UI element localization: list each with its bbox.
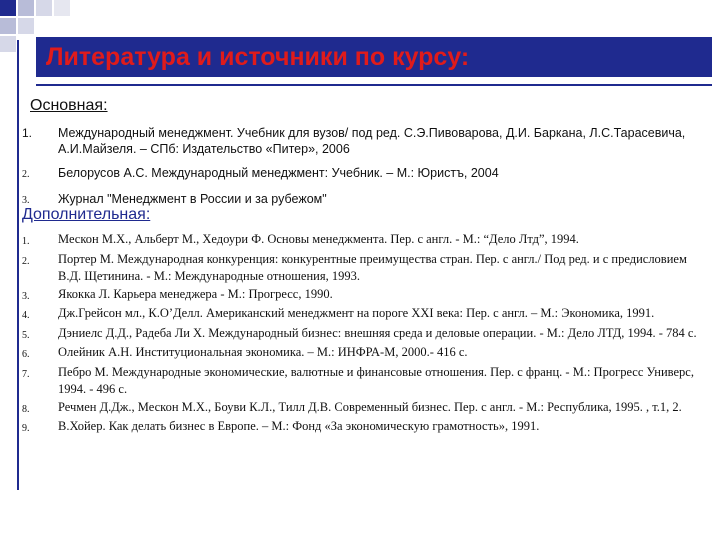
item-text: Пебро М. Международные экономические, валютные и финансовые отношения. Пер. с франц. - М.: Прогресс Универс, 1994. - 496 с. [58, 364, 694, 396]
item-number: 7. [22, 368, 30, 380]
item-number: 2. [22, 255, 30, 267]
item-text: Мескон М.Х., Альберт М., Хедоури Ф. Основы менеджмента. Пер. с англ. - М.: “Дело Лтд”, 1994. [58, 232, 579, 246]
item-text: Международный менеджмент. Учебник для вузов/ под ред. С.Э.Пивоварова, Д.И. Баркана, Л.С.Тарасевича, А.И.Майзеля. – СПб: Издательство «Питер», 2006 [58, 126, 686, 156]
decor-vertical-line [17, 40, 19, 490]
extra-list [22, 231, 712, 438]
extra-heading: Дополнительная: [22, 206, 151, 223]
decor-square [0, 36, 16, 52]
item-number: 8. [22, 403, 30, 415]
item-number: 3. [22, 195, 30, 206]
list-item [22, 399, 712, 419]
list-item [22, 231, 712, 251]
decor-horizontal-line [36, 84, 712, 86]
item-text: Дэниелс Д.Д., Радеба Ли Х. Международный бизнес: внешняя среда и деловые операции. - М.: Дело ЛТД, 1994. - 784 с. [58, 325, 697, 340]
item-text: Журнал "Менеджмент в России и за рубежом" [58, 192, 327, 206]
list-item [22, 165, 712, 183]
item-text: Дж.Грейсон мл., К.О’Делл. Американский менеджмент на пороге XXI века: Пер. с англ. – М.: Экономика, 1991. [58, 306, 655, 320]
main-heading: Основная: [30, 97, 108, 114]
list-item [22, 418, 712, 438]
decor-square [0, 18, 16, 34]
list-item [22, 325, 712, 345]
item-number: 9. [22, 423, 30, 434]
item-text: Портер М. Международная конкуренция: конкурентные преимущества стран. Пер. с англ./ Под ред. и с предисловием В.Д. Щетинина. - М.: Международные отношения, 1993. [58, 251, 687, 283]
decor-square [18, 0, 34, 16]
list-item [22, 125, 712, 157]
item-text: В.Хойер. Как делать бизнес в Европе. – М.: Фонд «За экономическую грамотность», 1991. [58, 419, 540, 433]
page-title: Литература и источники по курсу: [46, 43, 470, 71]
decor-square [0, 0, 16, 16]
list-item [22, 305, 712, 325]
list-item [22, 286, 712, 306]
list-item [22, 364, 712, 399]
decor-square [54, 0, 70, 16]
list-item [22, 251, 712, 286]
item-number: 4. [22, 310, 30, 321]
item-number: 5. [22, 329, 30, 341]
item-number: 1. [22, 236, 30, 247]
decor-square [36, 0, 52, 16]
item-text: Речмен Д.Дж., Мескон М.Х., Боуви К.Л., Тилл Д.В. Современный бизнес. Пер. с англ. - М.: Республика, 1995. , т.1, 2. [58, 399, 682, 414]
item-number: 2. [22, 169, 30, 180]
main-list [22, 125, 712, 217]
list-item [22, 344, 712, 364]
item-number: 1. [22, 126, 33, 140]
item-text: Якокка Л. Карьера менеджера - М.: Прогресс, 1990. [58, 286, 333, 301]
item-number: 3. [22, 290, 30, 302]
item-text: Белорусов А.С. Международный менеджмент: Учебник. – М.: Юристъ, 2004 [58, 166, 499, 180]
decor-square [18, 18, 34, 34]
item-text: Олейник А.Н. Институциональная экономика. – М.: ИНФРА-М, 2000.- 416 с. [58, 345, 468, 359]
item-number: 6. [22, 349, 30, 360]
